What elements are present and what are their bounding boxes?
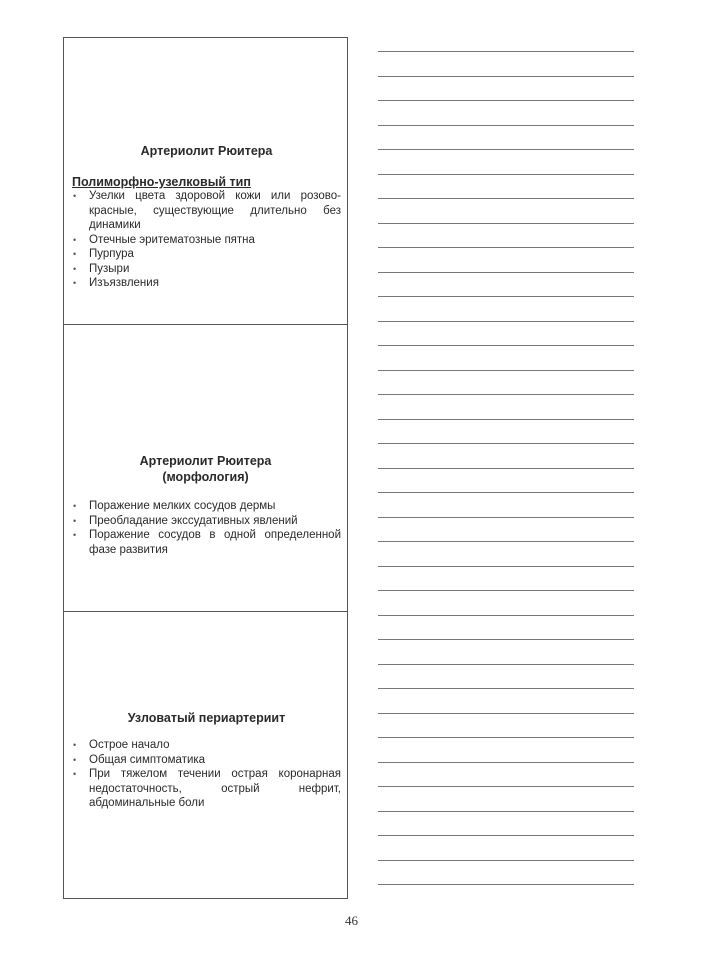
- notes-lines-area: [378, 51, 634, 901]
- bullet-list: [72, 738, 341, 811]
- bullet-item: • Преобладание экссудативных явлений: [72, 514, 341, 529]
- note-line: [378, 468, 634, 469]
- note-line: [378, 198, 634, 199]
- bullet-item: • Узелки цвета здоровой кожи или розово-красные, существующие длительно без динамики: [72, 189, 341, 233]
- note-line: [378, 835, 634, 836]
- note-line: [378, 174, 634, 175]
- note-line: [378, 443, 634, 444]
- bullet-item: • Поражение мелких сосудов дермы: [72, 499, 341, 514]
- note-line: [378, 762, 634, 763]
- note-line: [378, 370, 634, 371]
- note-line: [378, 223, 634, 224]
- note-line: [378, 419, 634, 420]
- bullet-item: • Отечные эритематозные пятна: [72, 233, 341, 248]
- bullet-list: [72, 189, 341, 291]
- note-line: [378, 345, 634, 346]
- note-line: [378, 664, 634, 665]
- note-line: [378, 713, 634, 714]
- bullet-item: • Пурпура: [72, 247, 341, 262]
- slide-polyarteritis-nodosa: [64, 612, 347, 898]
- note-line: [378, 247, 634, 248]
- bullet-item: • Пузыри: [72, 262, 341, 277]
- bullet-list: [72, 499, 341, 557]
- bullet-item: • Острое начало: [72, 738, 341, 753]
- note-line: [378, 737, 634, 738]
- note-line: [378, 688, 634, 689]
- slide-arteriolitis-ruiter-polymorphic: [64, 38, 347, 325]
- note-line: [378, 541, 634, 542]
- note-line: [378, 100, 634, 101]
- slide-subtitle: Полиморфно-узелковый тип: [72, 175, 251, 189]
- note-line: [378, 272, 634, 273]
- note-line: [378, 296, 634, 297]
- bullet-item: • При тяжелом течении острая коронарная недостаточность, острый нефрит, абдоминальные боли: [72, 767, 341, 811]
- slide-title: Узловатый периартериит: [127, 711, 286, 725]
- slide-title: Артериолит Рюитера (морфология): [139, 454, 272, 484]
- slide-title: Артериолит Рюитера: [140, 144, 273, 158]
- note-line: [378, 321, 634, 322]
- note-line: [378, 884, 634, 885]
- note-line: [378, 566, 634, 567]
- note-line: [378, 786, 634, 787]
- note-line: [378, 125, 634, 126]
- note-line: [378, 517, 634, 518]
- note-line: [378, 811, 634, 812]
- note-line: [378, 590, 634, 591]
- note-line: [378, 394, 634, 395]
- note-line: [378, 860, 634, 861]
- note-line: [378, 51, 634, 52]
- slides-column: [63, 37, 348, 899]
- slide-arteriolitis-ruiter-morphology: [64, 325, 347, 612]
- page-number: 46: [345, 913, 358, 928]
- note-line: [378, 149, 634, 150]
- note-line: [378, 615, 634, 616]
- note-line: [378, 492, 634, 493]
- note-line: [378, 639, 634, 640]
- bullet-item: • Изъязвления: [72, 276, 341, 291]
- bullet-item: • Общая симптоматика: [72, 753, 341, 768]
- bullet-item: • Поражение сосудов в одной определенной фазе развития: [72, 528, 341, 557]
- note-line: [378, 76, 634, 77]
